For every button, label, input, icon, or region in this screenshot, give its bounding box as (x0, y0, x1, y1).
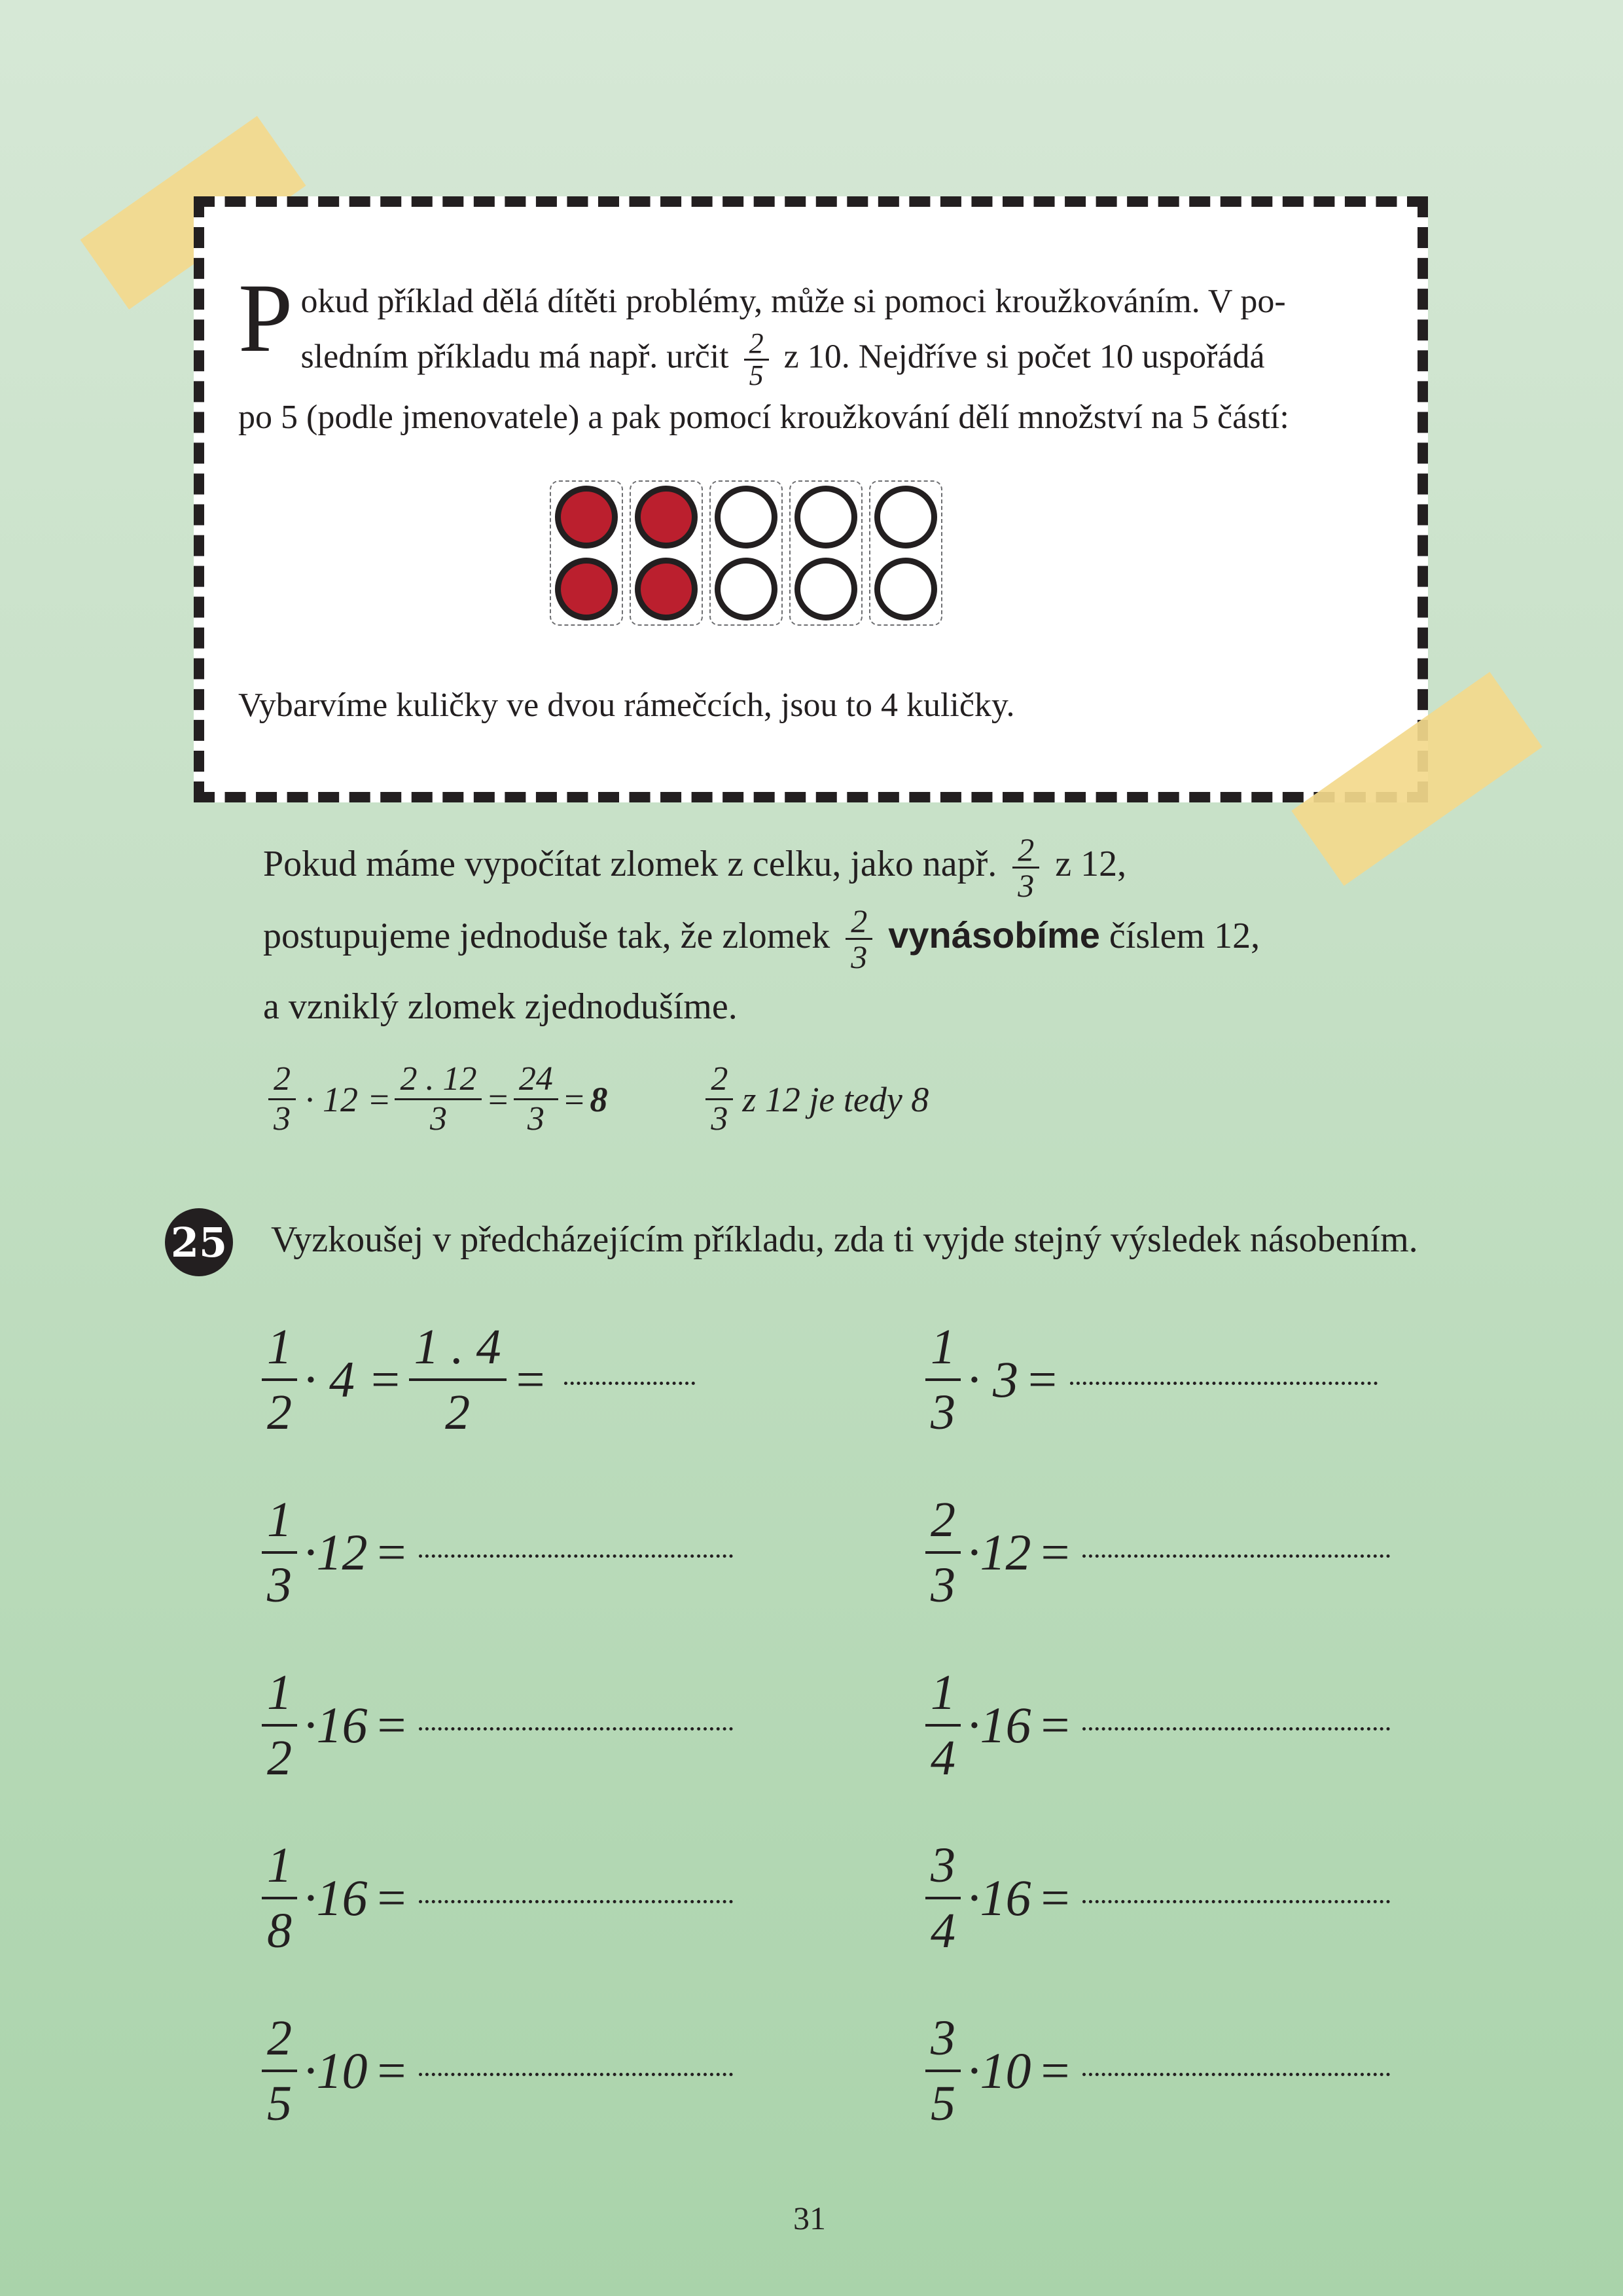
drop-cap: P (238, 264, 293, 372)
example-fraction-1-denominator: 3 (274, 1100, 291, 1138)
exercise-number-badge: 25 (165, 1208, 233, 1276)
answer-blank[interactable] (1082, 2073, 1390, 2076)
empty-ball (794, 558, 857, 620)
equals-sign: = (1037, 1869, 1073, 1926)
example-fraction-4 (705, 1060, 733, 1138)
exercise-item-1-fraction (262, 1316, 297, 1444)
exercise-item-1 (262, 1316, 695, 1444)
multiplier: ·12 (967, 1524, 1031, 1581)
tip-line-1: okud příklad dělá dítěti problémy, může si pomoci kroužkováním. V po- (300, 283, 1286, 320)
equals-sign: = (374, 1524, 409, 1581)
fraction-denominator: 3 (931, 1558, 955, 1613)
multiplier: ·16 (304, 1696, 368, 1753)
multiplier: · 3 (967, 1351, 1018, 1408)
ball-frame-1 (550, 480, 623, 626)
exercise-item-5 (262, 1661, 733, 1789)
answer-blank[interactable] (1082, 1727, 1390, 1731)
fraction (925, 2007, 961, 2135)
fraction-numerator: 1 (262, 1316, 297, 1381)
fraction-denominator: 4 (931, 1903, 955, 1958)
example-result: 8 (590, 1079, 608, 1119)
answer-blank[interactable] (419, 1554, 733, 1558)
example-fraction-3-denominator: 3 (527, 1100, 544, 1138)
multiplier: ·16 (967, 1869, 1031, 1926)
answer-blank[interactable] (1082, 1900, 1390, 1903)
example-equals-1: = (367, 1079, 391, 1119)
explain-fraction-1-numerator: 2 (1012, 833, 1039, 869)
example-equals-2: = (486, 1079, 510, 1119)
explain-fraction-1 (1012, 833, 1039, 903)
fraction-numerator: 1 (262, 1488, 297, 1554)
equals-sign: = (374, 1696, 409, 1753)
empty-ball (715, 558, 777, 620)
ball-frame-4 (789, 480, 863, 626)
ball-frame-3 (709, 480, 783, 626)
empty-ball (715, 486, 777, 548)
empty-ball (874, 558, 937, 620)
colored-ball (635, 486, 698, 548)
tip-line-2-before: sledním příkladu má např. určit (300, 338, 729, 376)
fraction (925, 1488, 961, 1617)
exercise-item-2 (925, 1316, 1378, 1444)
answer-blank[interactable] (564, 1382, 695, 1385)
equals-sign: = (374, 1869, 409, 1926)
ball-frame-5 (869, 480, 942, 626)
fraction-numerator: 1 (925, 1316, 961, 1381)
exercise-item-8 (925, 1834, 1390, 1962)
exercise-item-4 (925, 1488, 1390, 1617)
multiplier: ·12 (304, 1524, 368, 1581)
example-fraction-1 (268, 1060, 296, 1138)
multiplier: · 4 (304, 1351, 355, 1408)
fraction (262, 1661, 297, 1789)
tip-fraction (744, 329, 769, 391)
fraction (262, 1488, 297, 1617)
fraction-denominator: 3 (931, 1385, 955, 1440)
equals-sign: = (512, 1351, 548, 1408)
multiplier: ·10 (304, 2042, 368, 2099)
multiplier: ·16 (304, 1869, 368, 1926)
example-fraction-4-denominator: 3 (711, 1100, 728, 1138)
worked-example (268, 1060, 938, 1138)
fraction-denominator: 8 (267, 1903, 292, 1958)
fraction (925, 1661, 961, 1789)
equals-sign: = (1037, 2042, 1073, 2099)
empty-ball (874, 486, 937, 548)
multiplier: ·10 (967, 2042, 1031, 2099)
example-conclusion: z 12 je tedy 8 (742, 1079, 929, 1119)
tip-fraction-denominator: 5 (749, 359, 764, 391)
example-fraction-2 (395, 1060, 482, 1138)
fraction-numerator: 3 (925, 1834, 961, 1899)
fraction (925, 1834, 961, 1962)
equals-sign: = (1025, 1351, 1060, 1408)
explanation-paragraph (263, 831, 1428, 1039)
colored-ball (555, 486, 618, 548)
equals-sign: = (368, 1351, 402, 1408)
fraction-denominator: 2 (445, 1385, 471, 1440)
tip-line-3: po 5 (podle jmenovatele) a pak pomocí kroužkování dělí množství na 5 částí: (238, 399, 1289, 436)
colored-ball (555, 558, 618, 620)
answer-blank[interactable] (419, 1727, 733, 1731)
fraction-denominator: 2 (267, 1731, 292, 1785)
exercise-item-9 (262, 2007, 733, 2135)
example-fraction-1-numerator: 2 (268, 1060, 296, 1100)
fraction (262, 2007, 297, 2135)
page-number: 31 (793, 2200, 826, 2236)
answer-blank[interactable] (419, 2073, 733, 2076)
fraction-numerator: 1 . 4 (409, 1316, 507, 1381)
empty-ball (794, 486, 857, 548)
fraction-denominator: 5 (931, 2076, 955, 2131)
explain-fraction-2-denominator: 3 (851, 939, 868, 976)
tip-fraction-numerator: 2 (744, 329, 769, 361)
equals-sign: = (1037, 1696, 1073, 1753)
tip-paragraph (238, 264, 1383, 444)
example-fraction-2-denominator: 3 (429, 1100, 447, 1138)
equals-sign: = (1037, 1524, 1073, 1581)
answer-blank[interactable] (419, 1900, 733, 1903)
fraction-denominator: 4 (931, 1731, 955, 1785)
exercise-item-3 (262, 1488, 733, 1617)
explain-fraction-2 (846, 904, 872, 974)
example-times-12: · 12 (305, 1079, 358, 1119)
exercise-item-7 (262, 1834, 733, 1962)
tip-conclusion: Vybarvíme kuličky ve dvou rámečcích, jsou to 4 kuličky. (238, 687, 1015, 724)
ball-frame-2 (630, 480, 703, 626)
explain-line-1-after: z 12, (1055, 844, 1127, 884)
fraction-numerator: 1 (262, 1834, 297, 1899)
ball-grid (550, 480, 942, 626)
example-equals-3: = (562, 1079, 586, 1119)
exercise-instruction: Vyzkoušej v předcházejícím příkladu, zda ti vyjde stejný výsledek násobením. (271, 1219, 1418, 1260)
answer-blank[interactable] (1070, 1382, 1378, 1385)
fraction-numerator: 3 (925, 2007, 961, 2072)
equals-sign: = (374, 2042, 409, 2099)
exercise-item-10 (925, 2007, 1390, 2135)
explain-line-2-before: postupujeme jednoduše tak, že zlomek (263, 915, 830, 956)
colored-ball (635, 558, 698, 620)
explain-line-1-before: Pokud máme vypočítat zlomek z celku, jako např. (263, 844, 997, 884)
explain-bold-word: vynásobíme (888, 914, 1100, 956)
fraction-numerator: 1 (925, 1661, 961, 1727)
multiplier: ·16 (967, 1696, 1031, 1753)
fraction-numerator: 1 (262, 1661, 297, 1727)
fraction-denominator: 2 (267, 1385, 292, 1440)
explain-line-2-after: číslem 12, (1109, 915, 1260, 956)
exercise-item-1-product-fraction (409, 1316, 507, 1444)
explain-fraction-1-denominator: 3 (1018, 867, 1035, 904)
example-fraction-3 (514, 1060, 558, 1138)
example-fraction-4-numerator: 2 (705, 1060, 733, 1100)
explain-line-3: a vzniklý zlomek zjednodušíme. (263, 986, 738, 1028)
answer-blank[interactable] (1082, 1554, 1390, 1558)
fraction-denominator: 5 (267, 2076, 292, 2131)
fraction (925, 1316, 961, 1444)
exercise-item-6 (925, 1661, 1390, 1789)
example-fraction-2-numerator: 2 . 12 (395, 1060, 482, 1100)
fraction-numerator: 2 (925, 1488, 961, 1554)
fraction-numerator: 2 (262, 2007, 297, 2072)
explain-fraction-2-numerator: 2 (846, 904, 872, 940)
tip-line-2-after: z 10. Nejdříve si počet 10 uspořádá (783, 338, 1265, 376)
fraction-denominator: 3 (267, 1558, 292, 1613)
example-fraction-3-numerator: 24 (514, 1060, 558, 1100)
fraction (262, 1834, 297, 1962)
